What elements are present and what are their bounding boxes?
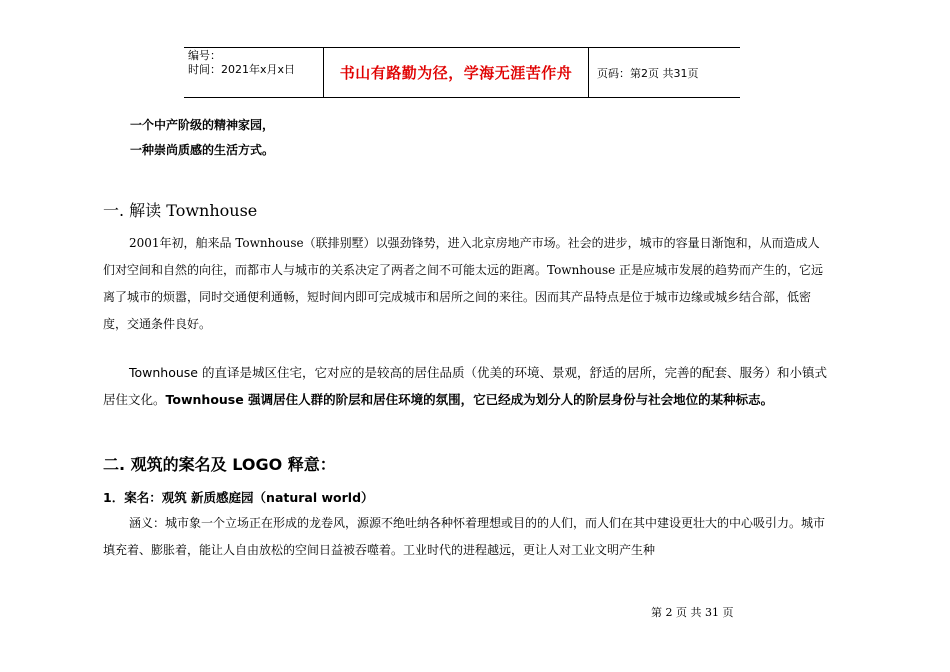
number-label: 编号：: [188, 49, 221, 62]
section-1-paragraph-2: [103, 359, 828, 413]
section-1-paragraph-1: 2001年初，舶来品 Townhouse（联排别墅）以强劲锋势，进入北京房地产市场。社会的进步，城市的容量日渐饱和，从而造成人们对空间和自然的向往，而都市人与城市的关系决定了两者之间不可能太远的距离。Townhouse 正是应城市发展的趋势而产生的，它远离了城市的烦嚣，同时交通便利通畅，短时间内即可完成城市和居所之间的来往。因而其产品特点是位于城市边缘或城乡结合部，低密度，交通条件良好。: [103, 236, 824, 331]
section-2-paragraph: 涵义：城市象一个立场正在形成的龙卷风，源源不绝吐纳各种怀着理想或目的的人们，而人们在其中建设更壮大的中心吸引力。城市填充着、膨胀着，能让人自由放松的空间日益被吞噬着。工业时代的进程越远，更让人对工业文明产生种: [103, 516, 826, 557]
header-page-info: 页码：第2页 共31页: [597, 66, 699, 80]
intro-line-2: 一种崇尚质感的生活方式。: [130, 143, 275, 157]
header-meta: [184, 48, 324, 97]
page-header: [184, 47, 740, 98]
page-footer: 第 2 页 共 31 页: [651, 606, 734, 619]
section-1-title: 一. 解读 Townhouse: [103, 201, 258, 220]
section-2-title: 二. 观筑的案名及 LOGO 释意：: [103, 455, 336, 474]
intro-line-1: 一个中产阶级的精神家园，: [130, 118, 275, 132]
section-2-subhead: 1．案名：观筑 新质感庭园（natural world）: [103, 490, 374, 505]
paragraph-2-bold: Townhouse 强调居住人群的阶层和居住环境的氛围，它已经成为划分人的阶层身份与社会地位的某种标志。: [165, 392, 774, 407]
header-motto: 书山有路勤为径，学海无涯苦作舟: [324, 48, 589, 97]
time-label: 时间：2021年x月x日: [188, 63, 296, 76]
paragraph-2-normal: Townhouse 的直译是城区住宅，它对应的是较高的居住品质（优美的环境、景观，舒适的居所，完善的配套、服务）和小镇式居住文化。: [103, 365, 827, 407]
